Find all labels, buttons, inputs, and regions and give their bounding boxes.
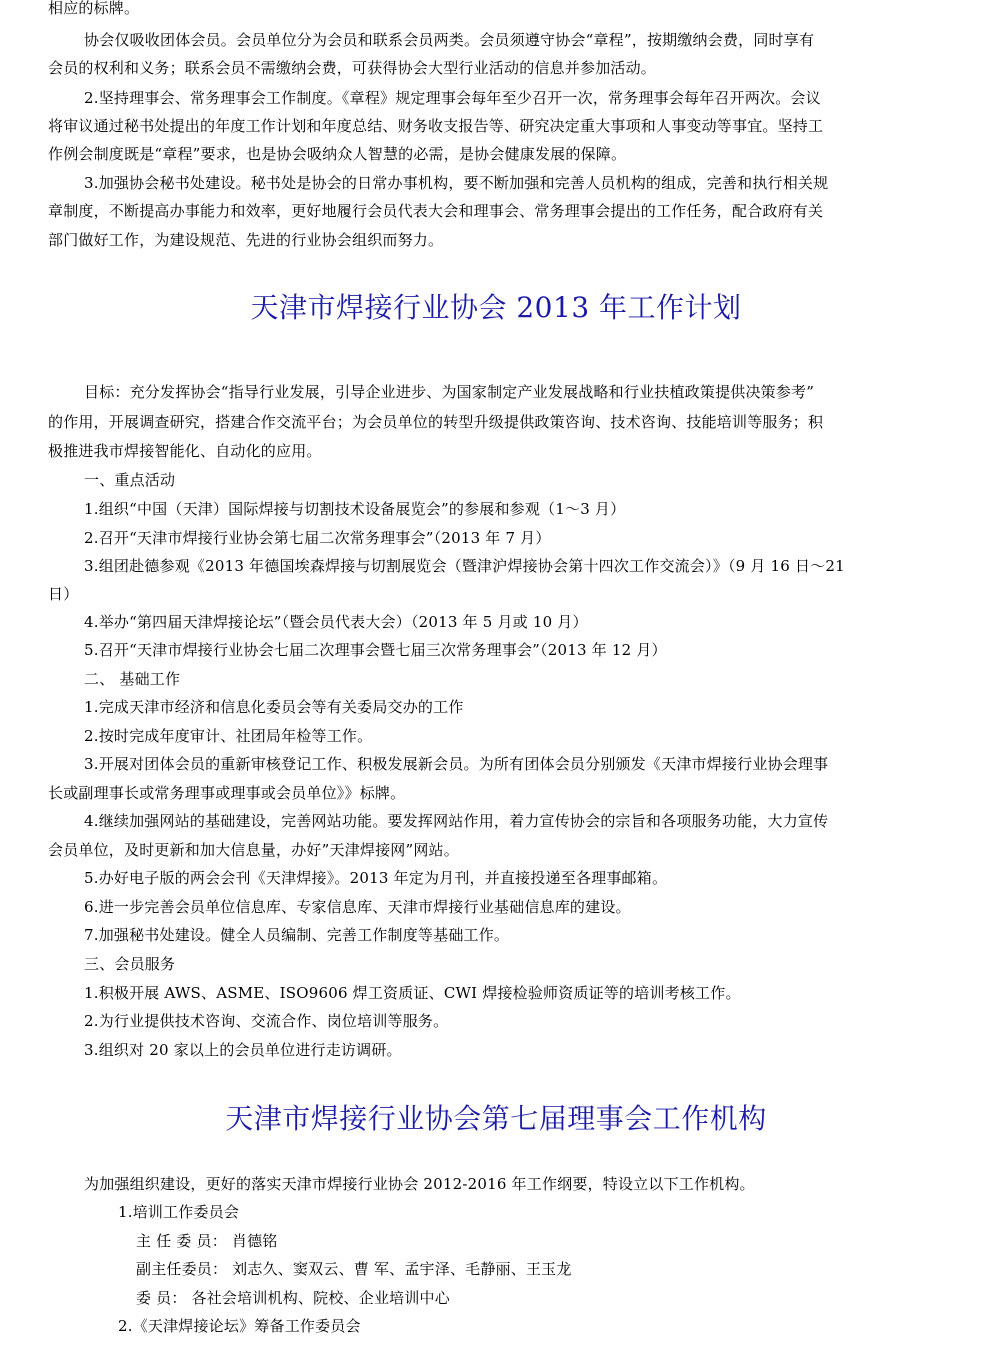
plan-title: 天津市焊接行业协会 2013 年工作计划 xyxy=(250,291,742,324)
list-item: 2.为行业提供技术咨询、交流合作、岗位培训等服务。 xyxy=(84,1012,449,1030)
paragraph-line: 为加强组织建设，更好的落实天津市焊接行业协会 2012-2016 年工作纲要，特设立以下工作机构。 xyxy=(84,1175,755,1193)
list-item: 5.办好电子版的两会会刊《天津焊接》。2013 年定为月刊，并直接投递至各理事邮箱。 xyxy=(84,869,668,887)
list-item: 3.组团赴德参观《2013 年德国埃森焊接与切割展览会（暨津沪焊接协会第十四次工作交流会）》（9 月 16 日～21 xyxy=(84,557,845,575)
list-item: 1.组织“中国（天津）国际焊接与切割技术设备展览会”的参展和参观（1～3 月） xyxy=(84,500,626,518)
paragraph-line: 目标：充分发挥协会“指导行业发展，引导企业进步、为国家制定产业发展战略和行业扶植政策提供决策参考” xyxy=(84,383,815,401)
list-item: 5.召开“天津市焊接行业协会七届二次理事会暨七届三次常务理事会”（2013 年 12 月） xyxy=(84,641,667,659)
committee-member-row: 主 任 委 员： 肖德铭 xyxy=(136,1232,278,1250)
committee-heading: 2.《天津焊接论坛》筹备工作委员会 xyxy=(118,1317,361,1335)
paragraph-line: 的作用，开展调查研究，搭建合作交流平台；为会员单位的转型升级提供政策咨询、技术咨询、技能培训等服务；积 xyxy=(48,413,824,431)
section-heading: 二、 基础工作 xyxy=(84,670,181,688)
paragraph-line: 部门做好工作，为建设规范、先进的行业协会组织而努力。 xyxy=(48,231,444,249)
list-item-continuation: 长或副理事长或常务理事或理事或会员单位》》标牌。 xyxy=(48,784,406,802)
org-title: 天津市焊接行业协会第七届理事会工作机构 xyxy=(225,1102,767,1135)
list-item-continuation: 会员单位，及时更新和加大信息量，办好”天津焊接网”网站。 xyxy=(48,841,459,859)
section-heading: 三、会员服务 xyxy=(84,955,176,973)
section-heading: 一、重点活动 xyxy=(84,471,176,489)
paragraph-line: 会员的权利和义务；联系会员不需缴纳会费，可获得协会大型行业活动的信息并参加活动。 xyxy=(48,59,657,77)
list-item: 2.召开“天津市焊接行业协会第七届二次常务理事会”（2013 年 7 月） xyxy=(84,529,551,547)
list-item: 1.完成天津市经济和信息化委员会等有关委局交办的工作 xyxy=(84,698,464,716)
committee-member-row: 委 员： 各社会培训机构、院校、企业培训中心 xyxy=(136,1289,450,1307)
list-item: 4.举办“第四届天津焊接论坛”（暨会员代表大会）（2013 年 5 月或 10 月） xyxy=(84,613,588,631)
list-item: 1.积极开展 AWS、ASME、ISO9606 焊工资质证、CWI 焊接检验师资质证等的培训考核工作。 xyxy=(84,984,741,1002)
paragraph-line: 协会仅吸收团体会员。会员单位分为会员和联系会员两类。会员须遵守协会“章程”，按期缴纳会费，同时享有 xyxy=(84,31,815,49)
paragraph-line: 3.加强协会秘书处建设。秘书处是协会的日常办事机构，要不断加强和完善人员机构的组成，完善和执行相关规 xyxy=(84,174,829,192)
list-item: 7.加强秘书处建设。健全人员编制、完善工作制度等基础工作。 xyxy=(84,926,510,944)
paragraph-line: 作例会制度既是“章程”要求，也是协会吸纳众人智慧的必需，是协会健康发展的保障。 xyxy=(48,145,627,163)
paragraph-line: 2.坚持理事会、常务理事会工作制度。《章程》规定理事会每年至少召开一次，常务理事会每年召开两次。会议 xyxy=(84,89,821,107)
list-item: 4.继续加强网站的基础建设，完善网站功能。要发挥网站作用，着力宣传协会的宗旨和各项服务功能，大力宣传 xyxy=(84,812,829,830)
paragraph-line: 将审议通过秘书处提出的年度工作计划和年度总结、财务收支报告等、研究决定重大事项和人事变动等事宜。坚持工 xyxy=(48,117,824,135)
list-item: 2.按时完成年度审计、社团局年检等工作。 xyxy=(84,727,373,745)
list-item: 3.组织对 20 家以上的会员单位进行走访调研。 xyxy=(84,1041,402,1059)
committee-heading: 1.培训工作委员会 xyxy=(118,1203,240,1221)
committee-member-row: 副主任委员： 刘志久、窦双云、曹 军、孟宇泽、毛静丽、王玉龙 xyxy=(136,1260,572,1278)
paragraph-line: 极推进我市焊接智能化、自动化的应用。 xyxy=(48,442,322,460)
list-item: 6.进一步完善会员单位信息库、专家信息库、天津市焊接行业基础信息库的建设。 xyxy=(84,898,631,916)
list-item: 3.开展对团体会员的重新审核登记工作、积极发展新会员。为所有团体会员分别颁发《天津市焊接行业协会理事 xyxy=(84,755,829,773)
paragraph-line: 相应的标牌。 xyxy=(48,0,140,17)
list-item-continuation: 日） xyxy=(48,585,79,603)
paragraph-line: 章制度，不断提高办事能力和效率，更好地履行会员代表大会和理事会、常务理事会提出的工作任务，配合政府有关 xyxy=(48,202,824,220)
